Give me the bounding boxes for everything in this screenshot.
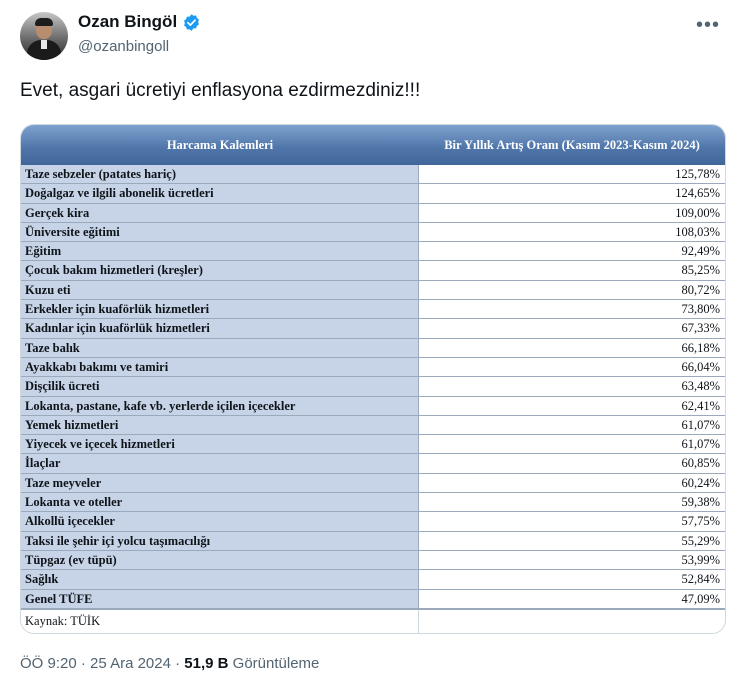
tweet-image-table[interactable] [20, 124, 726, 634]
tweet-text: Evet, asgari ücretiyi enflasyona ezdirmezdiniz!!! [20, 80, 421, 101]
table-row [21, 512, 725, 531]
table-row [21, 532, 725, 551]
meta-separator: · [175, 655, 185, 672]
expense-item-cell: Üniversite eğitimi [21, 223, 419, 241]
expense-item-cell: Dişçilik ücreti [21, 377, 419, 395]
meta-separator: · [80, 655, 91, 672]
verified-badge-icon[interactable] [182, 13, 201, 32]
expense-item-cell: Taksi ile şehir içi yolcu taşımacılığı [21, 532, 419, 550]
increase-rate-cell: 109,00% [419, 204, 725, 222]
table-row [21, 377, 725, 396]
increase-rate-cell: 66,18% [419, 339, 725, 357]
table-row [21, 590, 725, 609]
increase-rate-cell: 108,03% [419, 223, 725, 241]
more-options-icon[interactable]: ••• [695, 14, 720, 36]
table-header [21, 125, 725, 165]
increase-rate-cell: 62,41% [419, 397, 725, 415]
source-label: Kaynak: TÜİK [21, 610, 419, 634]
table-row [21, 242, 725, 261]
avatar[interactable] [20, 12, 68, 60]
header-expense-items: Harcama Kalemleri [166, 137, 274, 152]
increase-rate-cell: 67,33% [419, 319, 725, 337]
increase-rate-cell: 47,09% [419, 590, 725, 608]
expense-item-cell: Eğitim [21, 242, 419, 260]
display-name[interactable] [78, 12, 201, 32]
table-row [21, 435, 725, 454]
increase-rate-cell: 124,65% [419, 184, 725, 202]
table-body [21, 165, 725, 609]
table-row [21, 204, 725, 223]
expense-item-cell: Yiyecek ve içecek hizmetleri [21, 435, 419, 453]
expense-item-cell: Yemek hizmetleri [21, 416, 419, 434]
increase-rate-cell: 63,48% [419, 377, 725, 395]
tweet-date[interactable]: 25 Ara 2024 [90, 655, 171, 672]
user-handle[interactable]: @ozanbingoll [78, 38, 170, 55]
increase-rate-cell: 60,85% [419, 454, 725, 472]
table-row [21, 493, 725, 512]
expense-item-cell: Tüpgaz (ev tüpü) [21, 551, 419, 569]
table-row [21, 474, 725, 493]
expense-item-cell: Gerçek kira [21, 204, 419, 222]
expense-item-cell: Sağlık [21, 570, 419, 588]
increase-rate-cell: 66,04% [419, 358, 725, 376]
header-annual-increase: Bir Yıllık Artış Oranı (Kasım 2023-Kasım 2024) [444, 137, 700, 152]
increase-rate-cell: 60,24% [419, 474, 725, 492]
increase-rate-cell: 55,29% [419, 532, 725, 550]
table-row [21, 570, 725, 589]
expense-item-cell: Genel TÜFE [21, 590, 419, 608]
expense-item-cell: Doğalgaz ve ilgili abonelik ücretleri [21, 184, 419, 202]
expense-item-cell: İlaçlar [21, 454, 419, 472]
increase-rate-cell: 52,84% [419, 570, 725, 588]
views-label: Görüntüleme [232, 655, 320, 672]
increase-rate-cell: 53,99% [419, 551, 725, 569]
expense-item-cell: Alkollü içecekler [21, 512, 419, 530]
increase-rate-cell: 85,25% [419, 261, 725, 279]
table-row [21, 397, 725, 416]
table-row [21, 454, 725, 473]
table-row [21, 416, 725, 435]
expense-item-cell: Kadınlar için kuaförlük hizmetleri [21, 319, 419, 337]
increase-rate-cell: 61,07% [419, 416, 725, 434]
table-row [21, 319, 725, 338]
tweet-meta [20, 655, 319, 672]
tweet-time[interactable]: ÖÖ 9:20 [20, 655, 77, 672]
increase-rate-cell: 57,75% [419, 512, 725, 530]
table-row [21, 551, 725, 570]
table-row [21, 261, 725, 280]
increase-rate-cell: 73,80% [419, 300, 725, 318]
table-row [21, 300, 725, 319]
expense-item-cell: Lokanta ve oteller [21, 493, 419, 511]
expense-item-cell: Çocuk bakım hizmetleri (kreşler) [21, 261, 419, 279]
increase-rate-cell: 92,49% [419, 242, 725, 260]
table-row [21, 184, 725, 203]
expense-item-cell: Lokanta, pastane, kafe vb. yerlerde içilen içecekler [21, 397, 419, 415]
increase-rate-cell: 125,78% [419, 165, 725, 183]
views-count: 51,9 B [184, 655, 229, 672]
display-name-text[interactable]: Ozan Bingöl [78, 12, 178, 31]
increase-rate-cell: 80,72% [419, 281, 725, 299]
expense-item-cell: Kuzu eti [21, 281, 419, 299]
expense-item-cell: Taze meyveler [21, 474, 419, 492]
table-row [21, 358, 725, 377]
expense-item-cell: Erkekler için kuaförlük hizmetleri [21, 300, 419, 318]
table-row [21, 281, 725, 300]
table-row [21, 223, 725, 242]
expense-item-cell: Taze sebzeler (patates hariç) [21, 165, 419, 183]
expense-item-cell: Taze balık [21, 339, 419, 357]
table-row [21, 165, 725, 184]
increase-rate-cell: 61,07% [419, 435, 725, 453]
table-row [21, 339, 725, 358]
increase-rate-cell: 59,38% [419, 493, 725, 511]
expense-item-cell: Ayakkabı bakımı ve tamiri [21, 358, 419, 376]
table-source-row [21, 609, 725, 634]
